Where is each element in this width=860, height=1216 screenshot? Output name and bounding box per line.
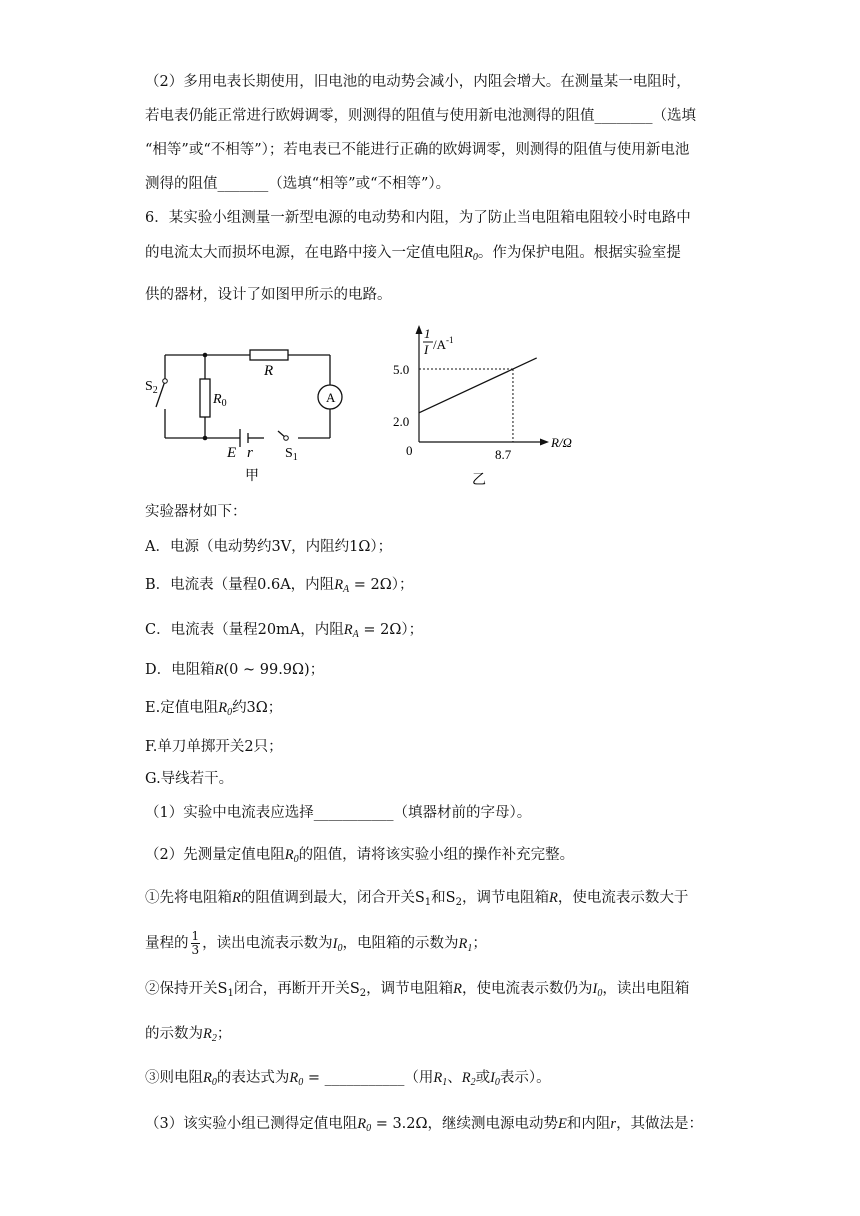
item-c [145, 620, 423, 645]
y-label-denominator: I [424, 342, 429, 357]
symbol-s2: $S_2$ [349, 981, 367, 999]
symbol-s1: $S_1$ [414, 890, 432, 908]
y-axis-arrow [416, 325, 423, 334]
y-tick-5: 5.0 [393, 362, 410, 377]
item-b [145, 575, 414, 600]
text-span: (0 ~ 99.9Ω)； [223, 662, 325, 678]
text-span: = 2Ω）； [349, 577, 414, 593]
step-1-line-1 [145, 888, 688, 913]
text-span: ②保持开关 [145, 981, 218, 997]
x-axis-arrow [540, 439, 549, 446]
item-a: A．电源（电动势约3V，内阻约1Ω）； [145, 539, 393, 555]
step-2-line-1 [145, 979, 689, 1004]
symbol-i0: $I_0$ [332, 935, 343, 954]
text-span: 闭合，再断开开关 [233, 981, 350, 997]
text-span: ，调节电阻箱 [461, 890, 549, 906]
y-label-numerator: 1 [424, 326, 431, 341]
subq-3 [145, 1114, 703, 1139]
symbol-i0: $I_0$ [490, 1070, 500, 1088]
symbol-r: R [214, 662, 224, 678]
p2-line-3: “相等”或“不相等”）；若电表已不能进行正确的欧姆调零，则测得的阻值与使用新电池 [145, 142, 690, 158]
step-3 [145, 1068, 551, 1093]
x-tick-8-7: 8.7 [495, 447, 512, 462]
ammeter-label: A [326, 390, 336, 405]
symbol-r0: $R_0$ [464, 245, 478, 263]
label-s2: $S_2$ [145, 379, 158, 396]
symbol-r0: $R_0$ [289, 1070, 304, 1088]
symbol-i0: $I_0$ [592, 981, 603, 999]
text-span: 和内阻 [566, 1116, 611, 1132]
text-span: 、 [447, 1070, 462, 1086]
subq-2 [145, 845, 574, 870]
text-span: 的阻值调到最大，闭合开关 [240, 890, 415, 906]
x-label: R/Ω [551, 435, 572, 450]
text-span: （2）先测量定值电阻 [145, 847, 285, 863]
label-e: E [227, 445, 237, 461]
symbol-r0: $R_0$ [357, 1116, 372, 1134]
text-span: ，调节电阻箱 [366, 981, 454, 997]
text-span: 量程的 [145, 935, 189, 952]
caption-jia: 甲 [245, 469, 259, 484]
graph-yi [375, 322, 595, 490]
symbol-r: R [548, 890, 558, 906]
symbol-s1: $S_1$ [217, 981, 234, 999]
p2-line-1: （2）多用电表长期使用，旧电池的电动势会减小，内阻会增大。在测量某一电阻时， [145, 74, 691, 90]
symbol-r0: $R_0$ [203, 1070, 217, 1088]
text-span: 和 [431, 890, 446, 906]
text-span: ，电阻箱的示数为 [342, 935, 459, 952]
text-span: ； [216, 1026, 232, 1042]
symbol-ra: $R_A$ [343, 622, 359, 640]
caption-yi: 乙 [472, 473, 486, 488]
symbol-e: E [558, 1116, 567, 1132]
item-f: F.单刀单掷开关2只； [145, 739, 283, 755]
y-label-unit: $/A^{-1}$ [433, 335, 454, 352]
item-d [145, 660, 324, 680]
symbol-r: R [232, 890, 241, 906]
y-tick-2: 2.0 [393, 414, 410, 429]
symbol-r1: $R_1$ [433, 1070, 448, 1088]
symbol-ra: $R_A$ [334, 577, 350, 595]
symbol-r2: $R_2$ [461, 1070, 476, 1088]
text-span: D．电阻箱 [145, 662, 215, 678]
q6-line-3: 供的器材，设计了如图甲所示的电路。 [145, 287, 392, 303]
text-span: 约3Ω； [232, 700, 283, 716]
label-r: R [264, 363, 274, 379]
text-span: ，读出电流表示数为 [202, 935, 333, 952]
p2-line-2: 若电表仍能正常进行欧姆调零，则测得的阻值与使用新电池测得的阻值________（选填 [145, 108, 696, 124]
label-s1: $S_1$ [285, 446, 298, 463]
label-r0: $R_0$ [213, 392, 227, 409]
text-span: 的阻值，请将该实验小组的操作补充完整。 [298, 847, 575, 863]
text-span: = 2Ω）； [358, 622, 424, 638]
resistor-r0 [200, 379, 210, 417]
symbol-r0: $R_0$ [218, 700, 233, 718]
text-span: = 3.2Ω，继续测电源电动势 [371, 1116, 559, 1132]
symbol-r0: $R_0$ [284, 847, 299, 865]
text-span: B．电流表（量程0.6A，内阻 [145, 577, 335, 593]
resistor-r [250, 350, 288, 360]
subq-1: （1）实验中电流表应选择___________（填器材前的字母）。 [145, 805, 532, 821]
text-span: ，使电流表示数大于 [557, 890, 689, 906]
item-g: G.导线若干。 [145, 771, 234, 787]
text-span: E.定值电阻 [145, 700, 219, 716]
text-span: 或 [475, 1070, 491, 1086]
text-span: 的示数为 [145, 1026, 203, 1042]
symbol-s2: $S_2$ [445, 890, 462, 908]
text-span: ，其做法是： [616, 1116, 704, 1132]
text-span: （3）该实验小组已测得定值电阻 [145, 1116, 358, 1132]
symbol-r-internal: r [610, 1116, 617, 1132]
text-span: 的表达式为 [216, 1070, 290, 1086]
text-span: ③则电阻 [145, 1070, 203, 1086]
item-e [145, 698, 282, 723]
step-1-line-2 [145, 930, 487, 959]
materials-heading: 实验器材如下： [145, 504, 247, 520]
text-span: 表示）。 [499, 1070, 551, 1086]
step-2-line-2 [145, 1024, 231, 1049]
text-span: ，读出电阻箱 [602, 981, 690, 997]
label-r-internal: r [247, 445, 253, 461]
circuit-diagram [140, 335, 350, 490]
text-span: ①先将电阻箱 [145, 890, 232, 906]
q6-line-1: 6．某实验小组测量一新型电源的电动势和内阻，为了防止当电阻箱电阻较小时电路中 [145, 210, 691, 226]
q6-line-2 [145, 243, 681, 268]
text-span: 的电流太大而损坏电源，在电路中接入一定值电阻 [145, 245, 464, 261]
text-span: C．电流表（量程20mA，内阻 [145, 622, 344, 638]
origin-label: 0 [406, 443, 413, 458]
fraction-one-third: $\frac{1}{3}$ [191, 929, 200, 957]
text-span: ； [472, 935, 487, 952]
text-span: ，使电流表示数仍为 [461, 981, 593, 997]
series-line [419, 358, 537, 413]
text-span: = ___________（用 [303, 1070, 434, 1086]
symbol-r2: $R_2$ [203, 1026, 217, 1044]
symbol-r: R [453, 981, 462, 997]
symbol-r1: $R_1$ [458, 935, 473, 954]
text-span: 。作为保护电阻。根据实验室提 [477, 245, 681, 261]
p2-line-4: 测得的阻值_______（选填“相等”或“不相等”）。 [145, 176, 451, 192]
